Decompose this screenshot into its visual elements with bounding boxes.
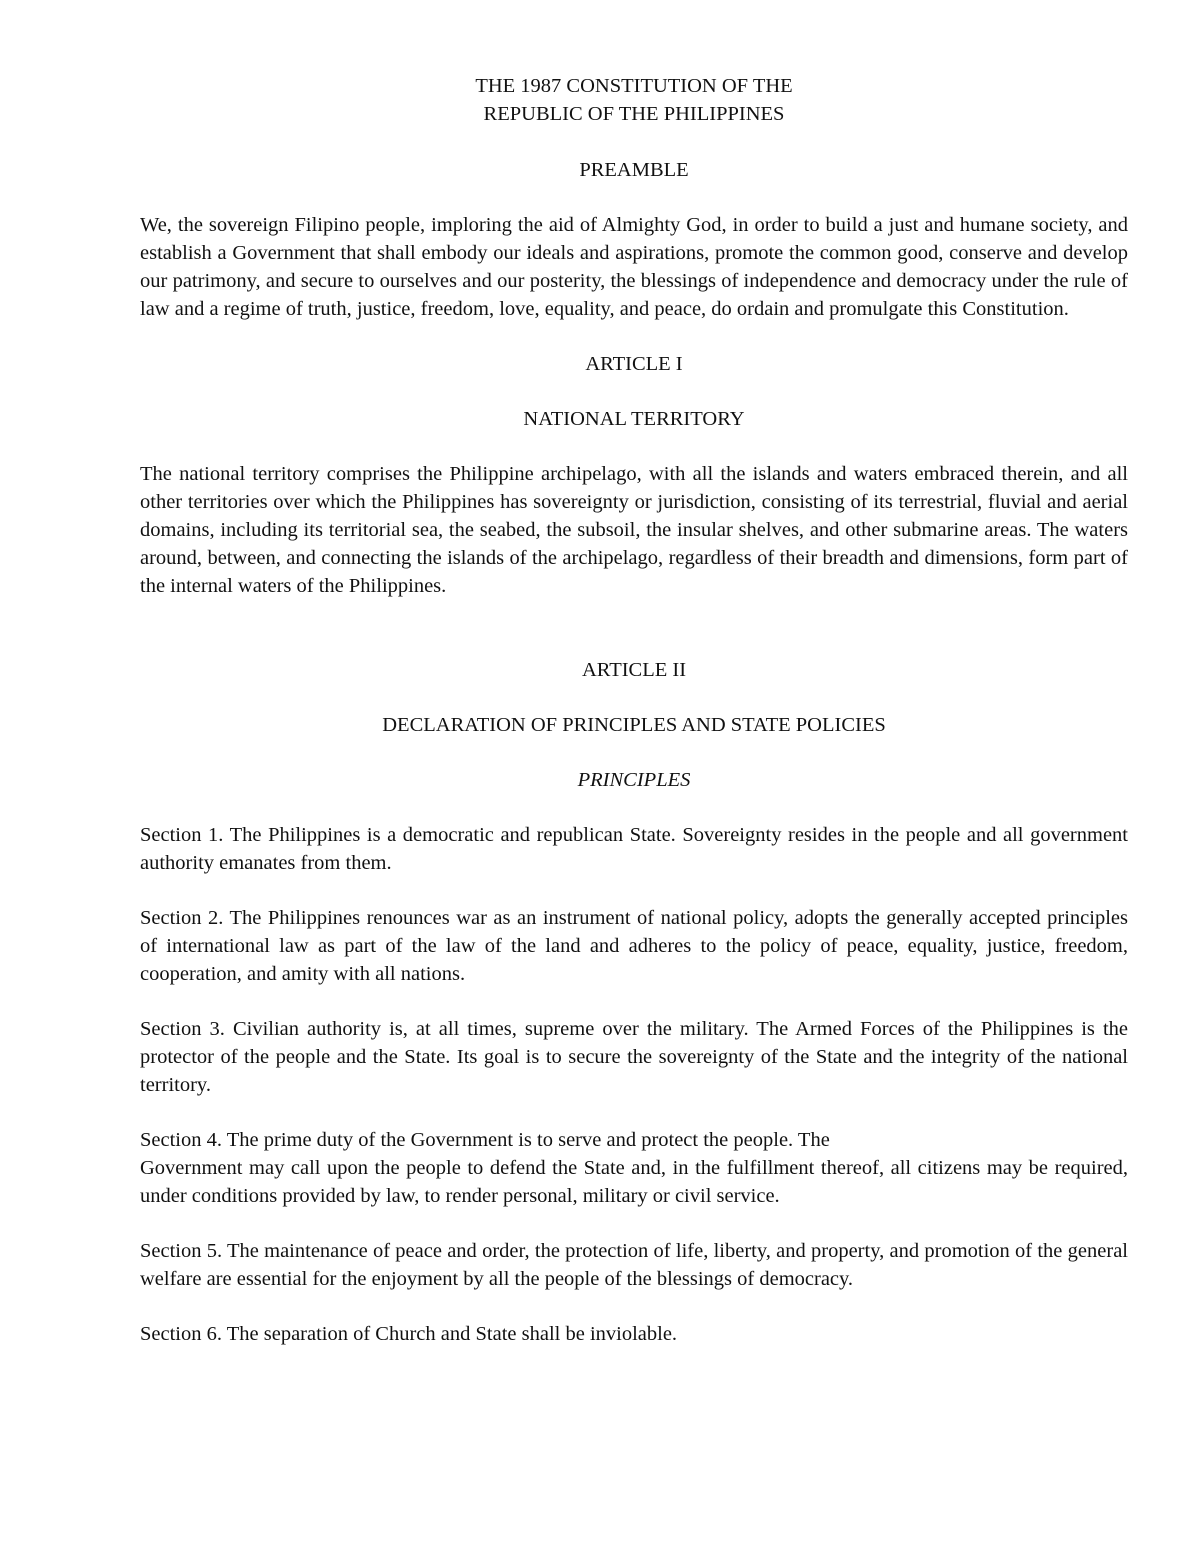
article-1-number: ARTICLE I (585, 353, 683, 375)
preamble-heading: PREAMBLE (579, 159, 689, 181)
article-2-title: DECLARATION OF PRINCIPLES AND STATE POLICIES (382, 714, 886, 736)
title-line-2: REPUBLIC OF THE PHILIPPINES (483, 103, 785, 125)
article-2-number: ARTICLE II (581, 659, 687, 681)
document-page (140, 72, 1128, 1375)
section-2: Section 2. The Philippines renounces war as an instrument of national policy, adopts the generally accepted principles of international law as part of the law of the land and adheres to the policy of peace, equality, justice, freedom, cooperation, and amity with all nations. (140, 907, 1128, 985)
article-2-subtitle: PRINCIPLES (577, 769, 691, 791)
article-1-title: NATIONAL TERRITORY (523, 408, 745, 430)
article-1-text: The national territory comprises the Philippine archipelago, with all the islands and waters embraced therein, and all other territories over which the Philippines has sovereignty or jurisdiction, consisting of its terrestrial, fluvial and aerial domains, including its territorial sea, the seabed, the subsoil, the insular shelves, and other submarine areas. The waters around, between, and connecting the islands of the archipelago, regardless of their breadth and dimensions, form part of the internal waters of the Philippines. (140, 463, 1128, 597)
section-3: Section 3. Civilian authority is, at all times, supreme over the military. The Armed Forces of the Philippines is the protector of the people and the State. Its goal is to secure the sovereignty of the State and the integrity of the national territory. (140, 1018, 1128, 1096)
preamble-text: We, the sovereign Filipino people, imploring the aid of Almighty God, in order to build a just and humane society, and establish a Government that shall embody our ideals and aspirations, promote the common good, conserve and develop our patrimony, and secure to ourselves and our posterity, the blessings of independence and democracy under the rule of law and a regime of truth, justice, freedom, love, equality, and peace, do ordain and promulgate this Constitution. (140, 214, 1128, 320)
section-4 (140, 1126, 1128, 1210)
section-4-continuation: Government may call upon the people to defend the State and, in the fulfillment thereof, all citizens may be required, under conditions provided by law, to render personal, military or civil service. (140, 1157, 1128, 1207)
title-line-1: THE 1987 CONSTITUTION OF THE (475, 75, 793, 97)
section-6: Section 6. The separation of Church and State shall be inviolable. (140, 1323, 678, 1345)
section-1: Section 1. The Philippines is a democratic and republican State. Sovereignty resides in the people and all government authority emanates from them. (140, 824, 1128, 874)
section-4-first-line: Section 4. The prime duty of the Government is to serve and protect the people. The (140, 1129, 830, 1151)
document-title (140, 72, 1128, 128)
section-5: Section 5. The maintenance of peace and order, the protection of life, liberty, and property, and promotion of the general welfare are essential for the enjoyment by all the people of the blessings of democracy. (140, 1240, 1128, 1290)
